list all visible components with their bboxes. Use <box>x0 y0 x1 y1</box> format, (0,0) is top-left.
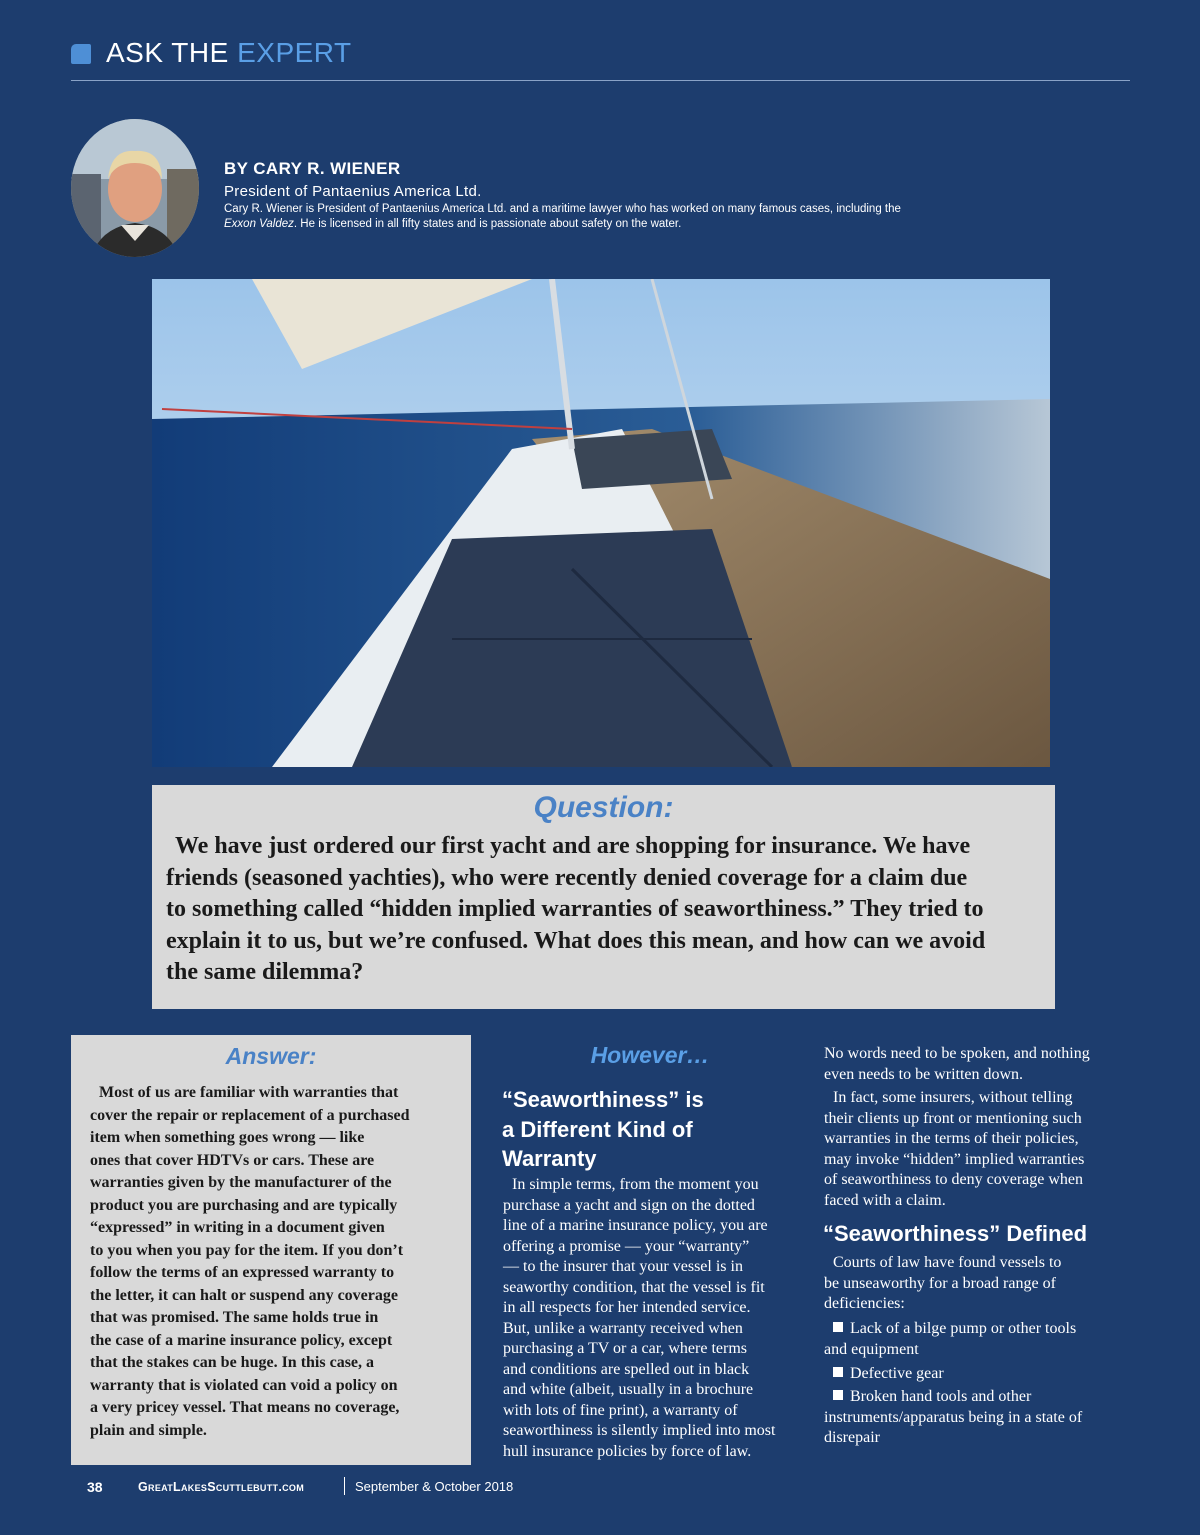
sailboat-deck-photo <box>152 279 1050 767</box>
section-title: ASK THE EXPERT <box>106 37 352 68</box>
answer-heading: Answer: <box>225 1043 317 1069</box>
question-box <box>152 785 1055 1009</box>
list-item: Lack of a bilge pump or other tools and equipment <box>824 1320 1077 1358</box>
footer-divider <box>344 1477 345 1495</box>
right-column-paragraph-1: No words need to be spoken, and nothing even needs to be written down. <box>824 1045 1090 1083</box>
header-rule <box>71 80 1130 81</box>
author-role: President of Pantaenius America Ltd. <box>224 183 482 200</box>
square-bullet-icon <box>833 1322 843 1332</box>
author-photo <box>71 119 199 257</box>
middle-column-text: In simple terms, from the moment you purchase a yacht and sign on the dotted line of a marine insurance policy, you are offering a promise — your “warranty” — to the insurer that your vessel is in seaworthy condition, that the vessel is fit in all respects for her intended service. But, unlike a warranty received when purchasing a TV or a car, where terms and conditions are spelled out in black and white (albeit, usually in a brochure with lots of fine print), a warranty of seaworthiness is silently implied into most hull insurance policies by force of law. <box>503 1176 776 1460</box>
answer-box <box>71 1035 471 1465</box>
question-text: We have just ordered our first yacht and are shopping for insurance. We have friends (seasoned yachties), who were recently denied coverage for a claim due to something called “hidden implied warranties of seaworthiness.” They tried to explain it to us, but we’re confused. What does this mean, and how can we avoid the same dilemma? <box>166 833 986 985</box>
square-bullet-icon <box>833 1390 843 1400</box>
question-heading: Question: <box>533 791 674 824</box>
answer-text: Most of us are familiar with warranties that cover the repair or replacement of a purchased item when something goes wrong — like ones that cover HDTVs or cars. These are warranties given by the manufacturer of the product you are purchasing and are typically “expressed” in writing in a document given to you when you pay for the item. If you don’t follow the terms of an expressed warranty to the letter, it can halt or suspend any coverage that was promised. The same holds true in the case of a marine insurance policy, except that the stakes can be huge. In this case, a warranty that is violated can void a policy on a very pricey vessel. That means no coverage, plain and simple. <box>90 1084 410 1439</box>
author-bio: Cary R. Wiener is President of Pantaenius America Ltd. and a maritime lawyer who has worked on many famous cases, including the Exxon Valdez. He is licensed in all fifty states and is passionate about safety on the water. <box>224 203 901 230</box>
list-item: Defective gear <box>824 1364 1134 1385</box>
footer-issue-date: September & October 2018 <box>355 1479 514 1494</box>
section-marker-icon <box>71 44 91 64</box>
right-column-paragraph-3: Courts of law have found vessels to be unseaworthy for a broad range of deficiencies: <box>824 1254 1062 1312</box>
page-number: 38 <box>87 1479 103 1495</box>
footer-site-name: GreatLakesScuttlebutt.com <box>138 1480 304 1494</box>
list-item: Broken hand tools and other instruments/apparatus being in a state of disrepair <box>824 1388 1083 1446</box>
author-byline: BY CARY R. WIENER <box>224 159 401 178</box>
however-heading: However… <box>590 1042 710 1068</box>
square-bullet-icon <box>833 1367 843 1377</box>
right-column-paragraph-2: In fact, some insurers, without telling their clients up front or mentioning such warranties in the terms of their policies, may invoke “hidden” implied warranties of seaworthiness to deny coverage when faced with a claim. <box>824 1089 1085 1209</box>
seaworthiness-warranty-heading: “Seaworthiness” is a Different Kind of Warranty <box>502 1087 704 1171</box>
seaworthiness-defined-heading: “Seaworthiness” Defined <box>823 1221 1088 1246</box>
